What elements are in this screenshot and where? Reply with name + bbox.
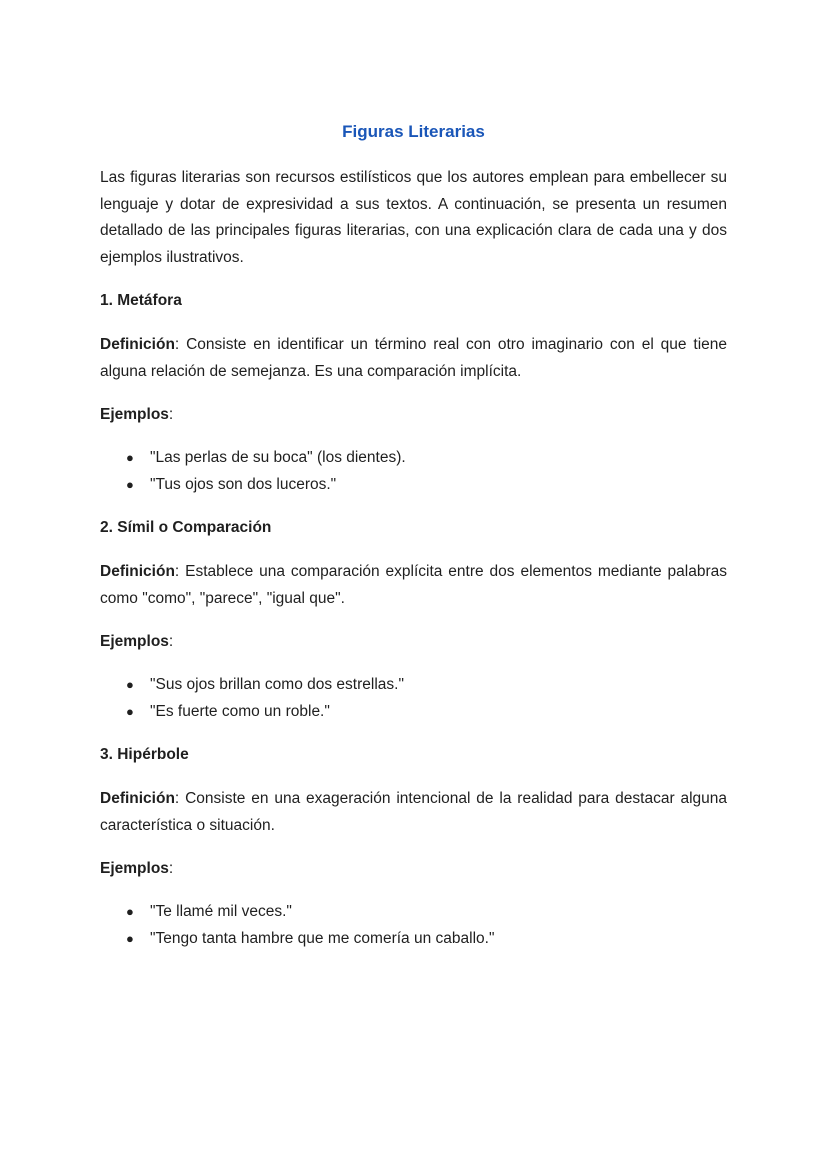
definition-paragraph [100, 786, 727, 839]
list-item [100, 926, 727, 953]
example-text: "Tus ojos son dos luceros." [150, 475, 337, 493]
example-text: "Sus ojos brillan como dos estrellas." [150, 676, 404, 693]
bullet-icon: ● [126, 476, 134, 492]
example-text: "Las perlas de su boca" (los dientes). [150, 449, 406, 466]
section-heading: 1. Metáfora [100, 292, 182, 309]
section-heading: 3. Hipérbole [100, 746, 189, 763]
examples-heading [100, 402, 727, 428]
section-simil [100, 515, 727, 725]
list-item [100, 699, 727, 726]
list-item [100, 672, 727, 699]
bullet-icon: ● [126, 677, 134, 692]
definition-paragraph [100, 332, 727, 385]
section-heading: 2. Símil o Comparación [100, 519, 272, 536]
examples-list [100, 445, 727, 498]
definition-text: Consiste en una exageración intencional de la realidad para destacar alguna característica o situación. [100, 790, 727, 834]
label-separator: : [168, 633, 174, 650]
label-separator: : [174, 563, 180, 580]
label-separator: : [174, 790, 180, 807]
label-separator: : [168, 406, 174, 423]
bullet-icon: ● [126, 904, 134, 919]
list-item [100, 899, 727, 926]
examples-list [100, 672, 727, 725]
example-text: "Tengo tanta hambre que me comería un caballo." [150, 929, 495, 947]
example-text: "Es fuerte como un roble." [150, 702, 330, 720]
example-text: "Te llamé mil veces." [150, 903, 292, 920]
section-hiperbole [100, 742, 727, 952]
definition-text: Consiste en identificar un término real con otro imaginario con el que tiene alguna relación de semejanza. Es una comparación implícita. [100, 336, 727, 380]
definition-label: Definición [100, 563, 175, 580]
document-body [100, 118, 727, 969]
examples-list [100, 899, 727, 952]
label-separator: : [174, 336, 180, 353]
definition-text: Establece una comparación explícita entre dos elementos mediante palabras como "como", "parece", "igual que". [100, 563, 727, 607]
section-metafora [100, 288, 727, 498]
examples-label: Ejemplos [100, 860, 169, 877]
bullet-icon: ● [126, 450, 134, 465]
examples-label: Ejemplos [100, 633, 169, 650]
bullet-icon: ● [126, 703, 134, 719]
label-separator: : [168, 860, 174, 877]
list-item [100, 445, 727, 472]
list-item [100, 472, 727, 499]
examples-heading [100, 856, 727, 882]
page-title: Figuras Literarias [342, 122, 485, 141]
examples-label: Ejemplos [100, 406, 169, 423]
definition-label: Definición [100, 790, 175, 807]
definition-label: Definición [100, 336, 175, 353]
examples-heading [100, 629, 727, 655]
bullet-icon: ● [126, 930, 134, 946]
definition-paragraph [100, 559, 727, 612]
intro-paragraph: Las figuras literarias son recursos estilísticos que los autores emplean para embellecer su lenguaje y dotar de expresividad a sus textos. A continuación, se presenta un resumen detallado de las principales figuras literarias, con una explicación clara de cada una y dos ejemplos ilustrativos. [100, 169, 727, 266]
